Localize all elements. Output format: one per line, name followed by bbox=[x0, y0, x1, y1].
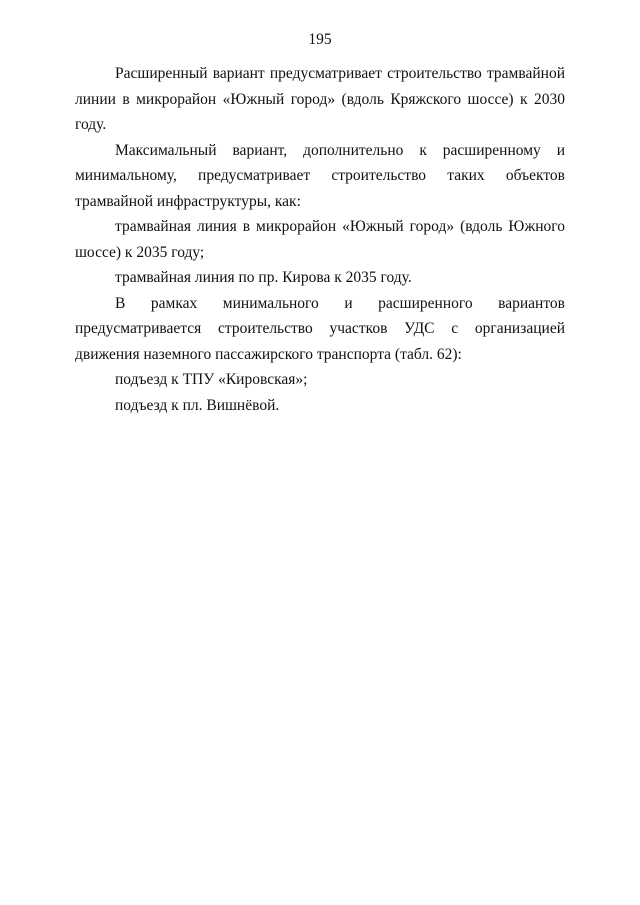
paragraph-extended-variant: Расширенный вариант предусматривает строительство трамвайной линии в микрорайон «Южный город» (вдоль Кряжского шоссе) к 2030 году. bbox=[75, 65, 565, 133]
document-body bbox=[75, 61, 565, 418]
page-number: 195 bbox=[308, 31, 332, 48]
paragraph-maximum-variant: Максимальный вариант, дополнительно к расширенному и минимальному, предусматривает строительство таких объектов трамвайной инфраструктуры, как: bbox=[75, 141, 565, 210]
list-item-tram-kirov: трамвайная линия по пр. Кирова к 2035 году. bbox=[115, 269, 412, 286]
list-item-tpu-kirovskaya: подъезд к ТПУ «Кировская»; bbox=[115, 371, 308, 388]
paragraph-uds-sections: В рамках минимального и расширенного вариантов предусматривается строительство участков УДС с организацией движения наземного пассажирского транспорта (табл. 62): bbox=[75, 294, 565, 363]
list-item-tram-south-city: трамвайная линия в микрорайон «Южный город» (вдоль Южного шоссе) к 2035 году; bbox=[75, 218, 565, 261]
list-item-vishnevaya-square: подъезд к пл. Вишнёвой. bbox=[115, 396, 280, 414]
